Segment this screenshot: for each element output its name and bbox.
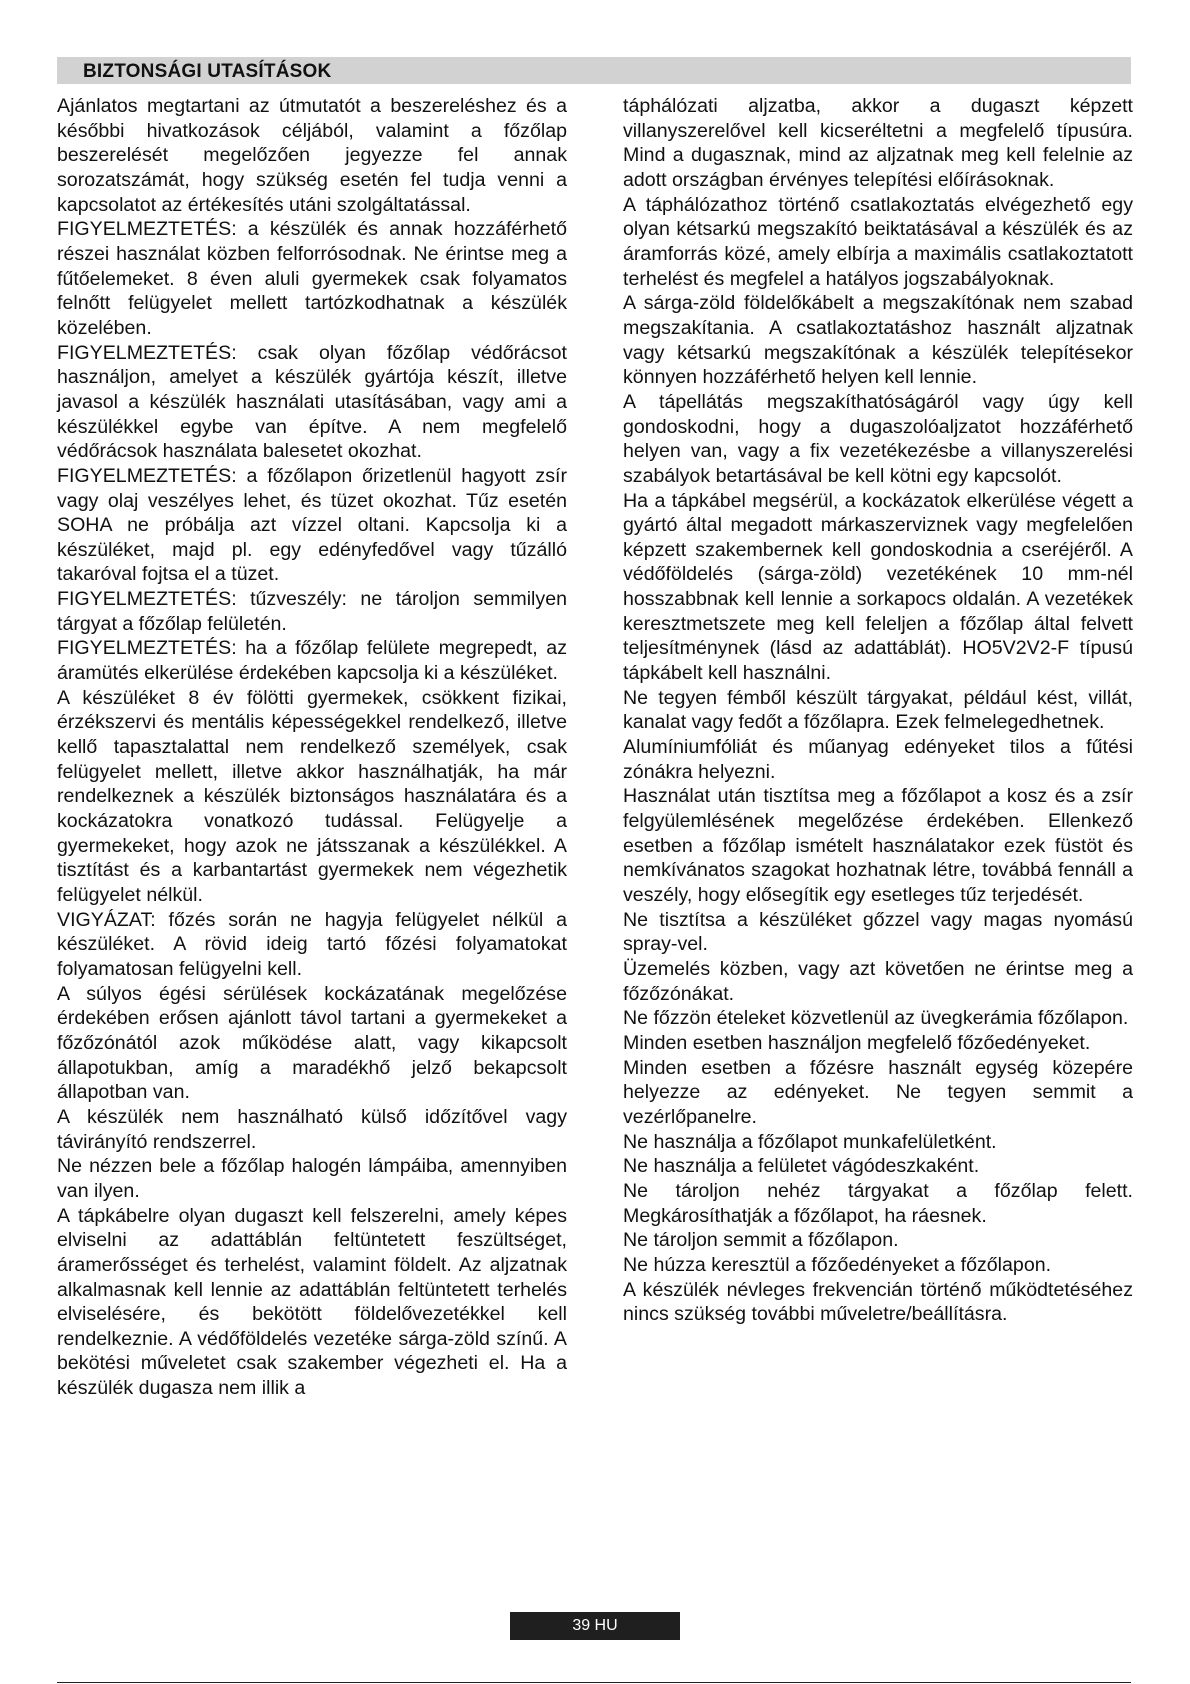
paragraph: VIGYÁZAT: főzés során ne hagyja felügyelet nélkül a készüléket. A rövid ideig tartó főzési folyamatokat folyamatosan felügyelni kell. bbox=[57, 908, 567, 980]
paragraph: Ha a tápkábel megsérül, a kockázatok elkerülése végett a gyártó által megadott márkaszerviznek vagy megfelelően képzett szakembernek kell gondoskodnia a cseréjéről. A védőföldelés (sárga-zöld) vezetékének 10 mm-nél hosszabbnak kell lennie a sorkapocs oldalán. A vezetékek keresztmetszete meg kell feleljen a főzőlap által felvett teljesítménynek (lásd az adattáblát). HO5V2V2-F típusú tápkábelt kell használni. bbox=[623, 489, 1133, 685]
left-column bbox=[57, 94, 567, 1401]
paragraph: Ne húzza keresztül a főzőedényeket a főzőlapon. bbox=[623, 1253, 1052, 1276]
paragraph: Ne tisztítsa a készüléket gőzzel vagy magas nyomású spray-vel. bbox=[623, 908, 1133, 956]
paragraph: FIGYELMEZTETÉS: ha a főzőlap felülete megrepedt, az áramütés elkerülése érdekében kapcsolja ki a készüléket. bbox=[57, 637, 567, 685]
paragraph: Használat után tisztítsa meg a főzőlapot a kosz és a zsír felgyülemlésének megelőzése érdekében. Ellenkező esetben a főzőlap ismételt használatakor ezek füstöt és nemkívánatos szagokat hozhatnak létre, továbbá fennáll a veszély, hogy elősegítik egy esetleges tűz terjedését. bbox=[623, 785, 1133, 906]
section-header-bar bbox=[57, 57, 1131, 84]
paragraph: A készülék névleges frekvencián történő működtetéséhez nincs szükség további műveletre/beállításra. bbox=[623, 1278, 1133, 1326]
paragraph: A sárga-zöld földelőkábelt a megszakítónak nem szabad megszakítania. A csatlakoztatáshoz használt aljzatnak vagy kétsarkú megszakítónak a készülék telepítésekor könnyen hozzáférhető helyen kell lennie. bbox=[623, 292, 1133, 389]
paragraph: Alumíniumfóliát és műanyag edényeket tilos a fűtési zónákra helyezni. bbox=[623, 736, 1133, 783]
page-number-badge: 39 HU bbox=[510, 1612, 680, 1640]
paragraph: A tápellátás megszakíthatóságáról vagy úgy kell gondoskodni, hogy a dugaszolóaljzatot hozzáférhető helyen van, vagy a fix vezetékezésbe a villanyszerelési szabályok betartásával be kell kötni egy kapcsolót. bbox=[623, 390, 1133, 487]
paragraph: FIGYELMEZTETÉS: a főzőlapon őrizetlenül hagyott zsír vagy olaj veszélyes lehet, és tüzet okozhat. Tűz esetén SOHA ne próbálja azt vízzel oltani. Kapcsolja ki a készüléket, majd pl. egy edényfedővel vagy tűzálló takaróval fojtsa el a tüzet. bbox=[57, 464, 567, 586]
paragraph: FIGYELMEZTETÉS: tűzveszély: ne tároljon semmilyen tárgyat a főzőlap felületén. bbox=[57, 588, 567, 635]
paragraph: Ne tegyen fémből készült tárgyakat, például kést, villát, kanalat vagy fedőt a főzőlapra. Ezek felmelegedhetnek. bbox=[623, 686, 1133, 734]
paragraph: Ne használja a főzőlapot munkafelületként. bbox=[623, 1130, 997, 1153]
bottom-divider bbox=[57, 1682, 1131, 1683]
paragraph: Ajánlatos megtartani az útmutatót a beszereléshez és a későbbi hivatkozások céljából, valamint a főzőlap beszerelését megelőzően jegyezze fel annak sorozatszámát, hogy szükség esetén fel tudja venni a kapcsolatot az értékesítés utáni szolgáltatással. bbox=[57, 95, 567, 216]
paragraph: A táphálózathoz történő csatlakoztatás elvégezhető egy olyan kétsarkú megszakító beiktatásával a készülék és az áramforrás közé, amely elbírja a maximális csatlakoztatott terhelést és megfelel a hatályos jogszabályoknak. bbox=[623, 193, 1133, 290]
paragraph: A készülék nem használható külső időzítővel vagy távirányító rendszerrel. bbox=[57, 1105, 567, 1153]
paragraph: FIGYELMEZTETÉS: a készülék és annak hozzáférhető részei használat közben felforrósodnak. Ne érintse meg a fűtőelemeket. 8 éven aluli gyermekek csak folyamatos felnőtt felügyelet mellett tartózkodhatnak a készülék közelében. bbox=[57, 218, 567, 339]
paragraph: A tápkábelre olyan dugaszt kell felszerelni, amely képes elviselni az adattáblán feltüntetett feszültséget, áramerősséget és terhelést, valamint földelt. Az aljzatnak alkalmasnak kell lennie az adattáblán feltüntetett terhelés elviselésére, és bekötött földelővezetékkel kell rendelkeznie. A védőföldelés vezetéke sárga-zöld színű. A bekötési műveletet csak szakember végezheti el. Ha a készülék dugasza nem illik a bbox=[57, 1204, 567, 1400]
section-title: BIZTONSÁGI UTASÍTÁSOK bbox=[83, 61, 332, 82]
paragraph: Ne tároljon nehéz tárgyakat a főzőlap felett. Megkárosíthatják a főzőlapot, ha ráesnek. bbox=[623, 1179, 1133, 1227]
paragraph: A súlyos égési sérülések kockázatának megelőzése érdekében erősen ajánlott távol tartani a gyermekeket a főzőzónától azok működése alatt, vagy kikapcsolt állapotukban, amíg a maradékhő jelző bekapcsolt állapotban van. bbox=[57, 982, 567, 1104]
paragraph: Minden esetben használjon megfelelő főzőedényeket. bbox=[623, 1031, 1091, 1054]
paragraph: Ne tároljon semmit a főzőlapon. bbox=[623, 1229, 899, 1252]
right-column bbox=[623, 94, 1133, 1327]
paragraph: Üzemelés közben, vagy azt követően ne érintse meg a főzőzónákat. bbox=[623, 957, 1133, 1005]
paragraph: FIGYELMEZTETÉS: csak olyan főzőlap védőrácsot használjon, amelyet a készülék gyártója készít, illetve javasol a készülék használati utasításában, vagy ami a készülékkel egybe van építve. A nem megfelelő védőrácsok használata balesetet okozhat. bbox=[57, 341, 567, 463]
paragraph: Minden esetben a főzésre használt egység közepére helyezze az edényeket. Ne tegyen semmit a vezérlőpanelre. bbox=[623, 1056, 1133, 1128]
paragraph: Ne használja a felületet vágódeszkaként. bbox=[623, 1155, 980, 1178]
paragraph: Ne főzzön ételeket közvetlenül az üvegkerámia főzőlapon. bbox=[623, 1007, 1129, 1030]
paragraph: Ne nézzen bele a főzőlap halogén lámpáiba, amennyiben van ilyen. bbox=[57, 1155, 567, 1202]
paragraph: táphálózati aljzatba, akkor a dugaszt képzett villanyszerelővel kell kicseréltetni a megfelelő típusúra. Mind a dugasznak, mind az aljzatnak meg kell felelnie az adott országban érvényes telepítési előírásoknak. bbox=[623, 95, 1133, 191]
paragraph: A készüléket 8 év fölötti gyermekek, csökkent fizikai, érzékszervi és mentális képességekkel rendelkező, illetve kellő tapasztalattal nem rendelkező személyek, csak felügyelet mellett, illetve akkor használhatják, ha már rendelkeznek a készülék biztonságos használatára és a kockázatokra vonatkozó tudással. Felügyelje a gyermekeket, hogy azok ne játsszanak a készülékkel. A tisztítást és a karbantartást gyermekek nem végezhetik felügyelet nélkül. bbox=[57, 686, 567, 906]
